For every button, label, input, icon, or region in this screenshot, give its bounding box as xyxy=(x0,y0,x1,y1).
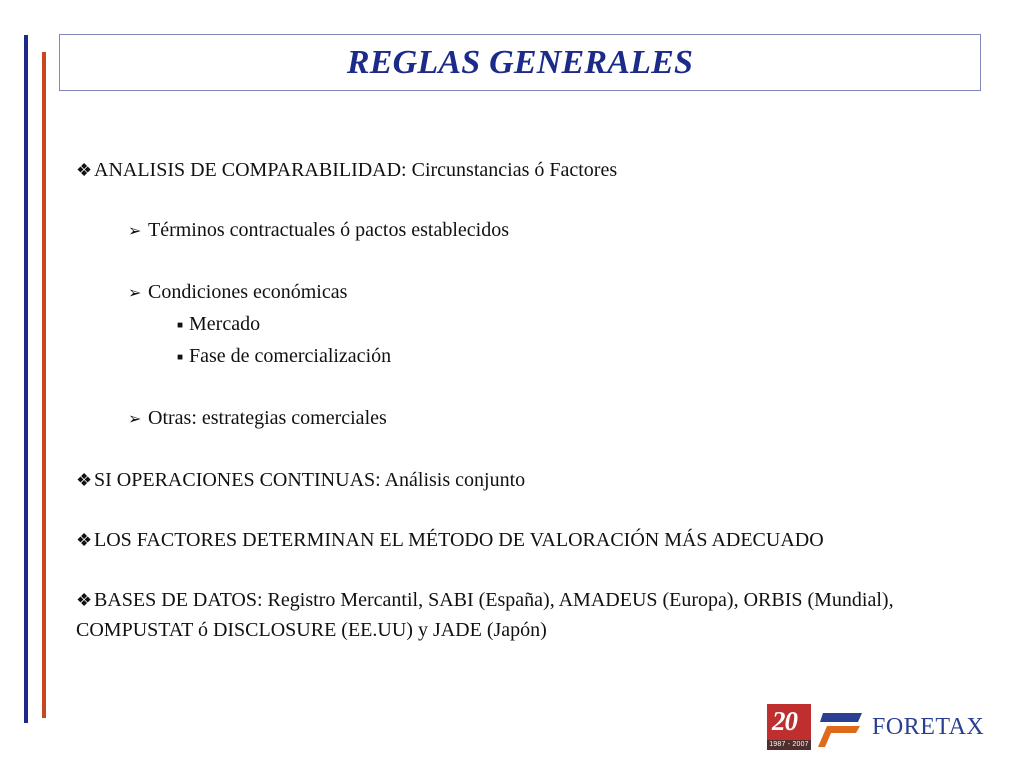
bullet-item xyxy=(76,465,976,495)
sub-bullet-text: Términos contractuales ó pactos establecidos xyxy=(148,219,509,241)
anniversary-years: 1987 - 2007 xyxy=(767,740,811,750)
brand-fore: FORE xyxy=(872,714,936,740)
sub-sub-bullet-item xyxy=(177,309,976,341)
arrow-bullet-icon: ➢ xyxy=(128,411,142,428)
logo-blue-stripe xyxy=(820,713,862,722)
footer-logo-group xyxy=(767,704,1013,754)
title-box xyxy=(59,34,981,91)
sub-sub-bullet-item xyxy=(177,341,976,373)
arrow-bullet-icon: ➢ xyxy=(128,285,142,302)
sub-bullet-item xyxy=(128,403,976,435)
brand-tax: TAX xyxy=(935,714,985,740)
slide-content xyxy=(76,155,976,645)
square-bullet-icon: ■ xyxy=(177,352,184,363)
bullet-text: LOS FACTORES DETERMINAN EL MÉTODO DE VALORACIÓN MÁS ADECUADO xyxy=(94,529,824,551)
logo-diagonal xyxy=(818,726,834,747)
sub-sub-bullet-text: Fase de comercialización xyxy=(189,345,392,367)
left-blue-bar xyxy=(24,35,28,723)
spacer xyxy=(76,185,976,215)
bullet-text: BASES DE DATOS: Registro Mercantil, SABI (España), AMADEUS (Europa), ORBIS (Mundial), COMPUSTAT ó DISCLOSURE (EE.UU) y JADE (Japón) xyxy=(76,589,894,641)
slide-title: REGLAS GENERALES xyxy=(346,43,694,81)
spacer xyxy=(76,555,976,585)
bullet-text: SI OPERACIONES CONTINUAS: Análisis conjunto xyxy=(94,469,526,491)
sub-bullet-text: Condiciones económicas xyxy=(148,281,348,303)
spacer xyxy=(76,247,976,277)
diamond-bullet-icon: ❖ xyxy=(76,470,93,490)
bullet-text: ANALISIS DE COMPARABILIDAD: Circunstancias ó Factores xyxy=(94,159,618,181)
arrow-bullet-icon: ➢ xyxy=(128,223,142,240)
diamond-bullet-icon: ❖ xyxy=(76,590,93,610)
sub-bullet-text: Otras: estrategias comerciales xyxy=(148,407,387,429)
sub-bullet-item xyxy=(128,215,976,247)
spacer xyxy=(76,373,976,403)
diamond-bullet-icon: ❖ xyxy=(76,530,93,550)
bullet-item xyxy=(76,585,936,645)
foretax-mark-icon xyxy=(818,708,865,748)
anniversary-mark: 20 xyxy=(772,706,797,736)
left-orange-bar xyxy=(42,52,46,718)
diamond-bullet-icon: ❖ xyxy=(76,160,93,180)
sub-bullet-item xyxy=(128,277,976,309)
anniversary-logo xyxy=(767,704,811,750)
spacer xyxy=(76,435,976,465)
spacer xyxy=(76,495,976,525)
sub-sub-bullet-text: Mercado xyxy=(189,313,261,335)
brand-name xyxy=(872,715,984,739)
square-bullet-icon: ■ xyxy=(177,320,184,331)
bullet-item xyxy=(76,155,976,185)
bullet-item xyxy=(76,525,936,555)
